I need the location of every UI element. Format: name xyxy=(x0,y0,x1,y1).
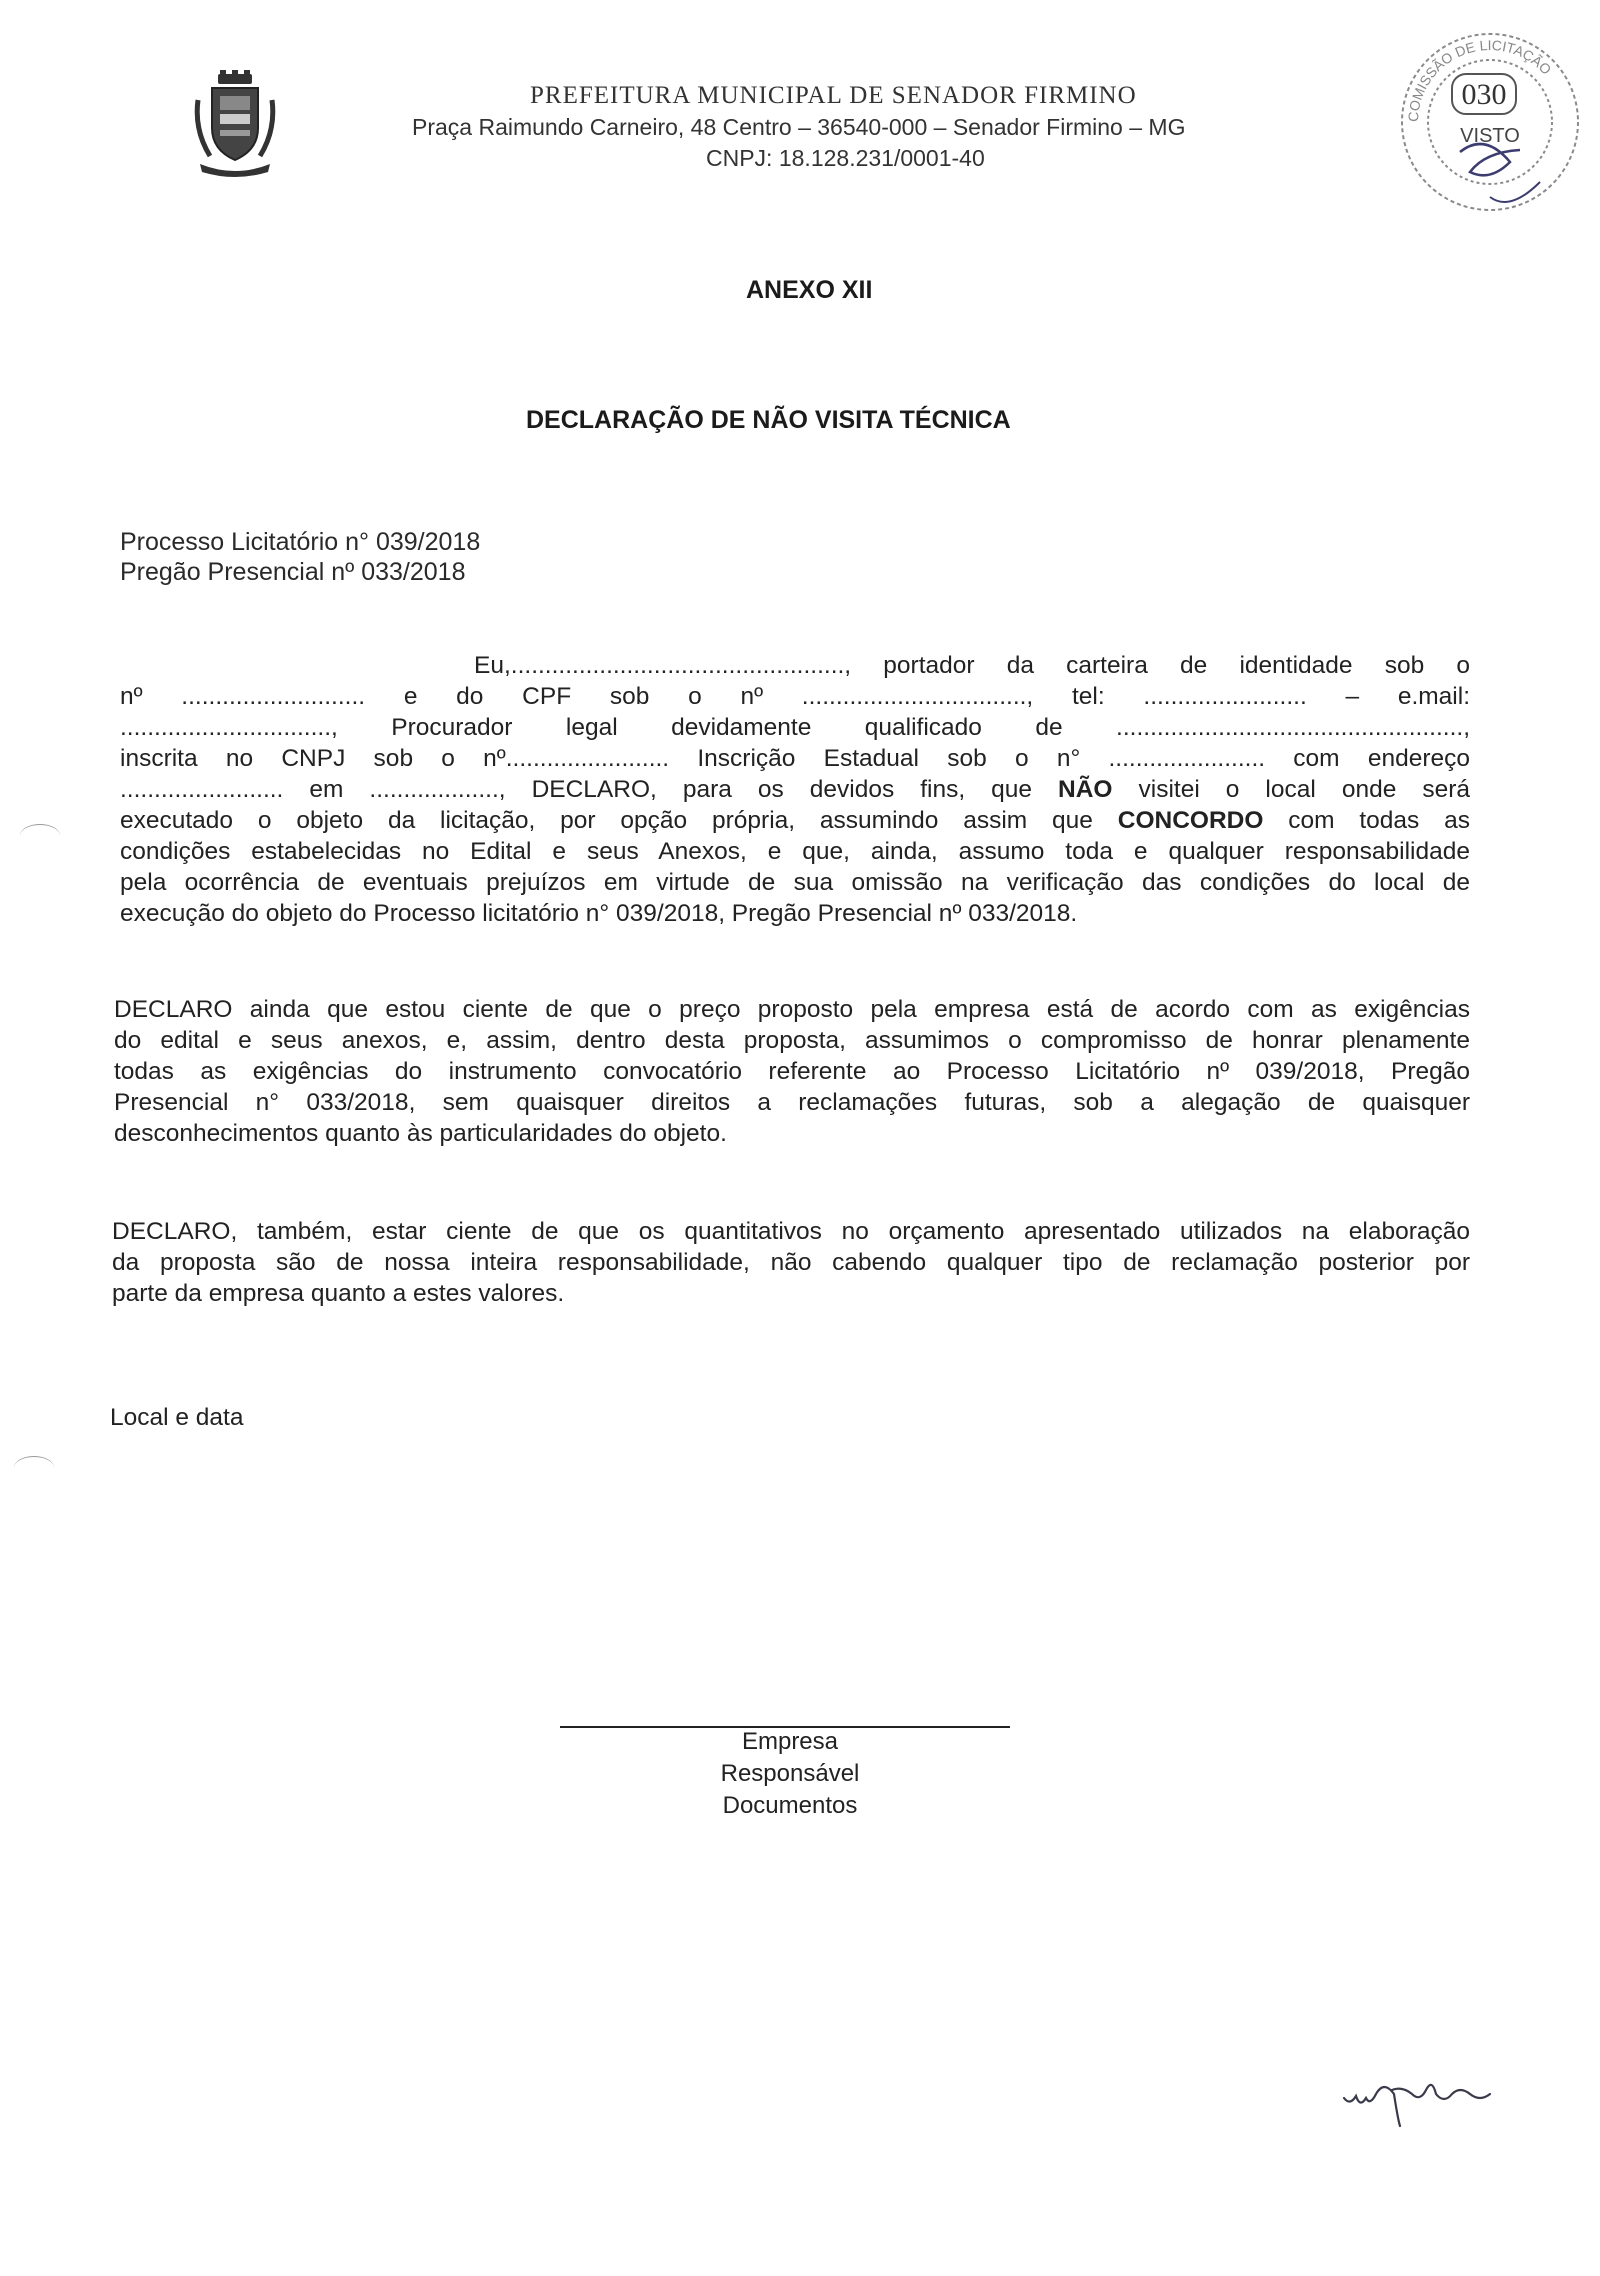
stamp-number: 030 xyxy=(1461,78,1507,111)
declaration-paragraph-1 xyxy=(120,650,1470,929)
local-and-date-label: Local e data xyxy=(110,1404,244,1431)
paragraph-1-line: pela ocorrência de eventuais prejuízos em virtude de sua omissão na verificação das condições do local de xyxy=(120,869,1470,896)
stamp-ring-text: COMISSÃO DE LICITAÇÃO xyxy=(1404,36,1555,123)
signature-documents: Documentos xyxy=(722,1792,858,1819)
paragraph-1-line: execução do objeto do Processo licitatório n° 039/2018, Pregão Presencial nº 033/2018. xyxy=(120,900,1078,927)
bold-nao: NÃO xyxy=(1058,776,1113,803)
paragraph-1-line: Eu,................................................., portador da carteira de identidade sob o xyxy=(474,652,1470,679)
margin-hole-mark xyxy=(14,1456,54,1479)
paragraph-1-line: condições estabelecidas no Edital e seus Anexos, e que, ainda, assumo toda e qualquer responsabilidade xyxy=(120,838,1470,865)
organization-cnpj: CNPJ: 18.128.231/0001-40 xyxy=(706,145,985,171)
paragraph-1-line: ..............................., Procurador legal devidamente qualificado de ..................................................., xyxy=(120,714,1470,741)
municipal-coat-of-arms-logo xyxy=(190,70,280,180)
paragraph-2-line: do edital e seus anexos, e, assim, dentro desta proposta, assumimos o compromisso de honrar plenamente xyxy=(114,1027,1470,1054)
paragraph-2-line: DECLARO ainda que estou ciente de que o preço proposto pela empresa está de acordo com as exigências xyxy=(114,996,1470,1023)
paragraph-2-line: Presencial n° 033/2018, sem quaisquer direitos a reclamações futuras, sob a alegação de quaisquer xyxy=(114,1089,1470,1116)
margin-hole-mark xyxy=(20,824,60,847)
bold-concordo: CONCORDO xyxy=(1117,807,1264,834)
signature-company: Empresa xyxy=(741,1728,839,1755)
signature-responsible: Responsável xyxy=(720,1760,860,1787)
organization-name: PREFEITURA MUNICIPAL DE SENADOR FIRMINO xyxy=(530,82,1137,109)
declaration-paragraph-2 xyxy=(114,994,1470,1149)
handwritten-rubric-signature xyxy=(1340,2060,1540,2130)
paragraph-2-line: desconhecimentos quanto às particularidades do objeto. xyxy=(114,1120,727,1147)
process-number: Processo Licitatório n° 039/2018 xyxy=(120,528,481,556)
annex-title: ANEXO XII xyxy=(746,276,873,304)
stamp-visto: VISTO xyxy=(1460,125,1520,147)
paragraph-3-line: DECLARO, também, estar ciente de que os quantitativos no orçamento apresentado utilizados na elaboração xyxy=(112,1218,1470,1245)
paragraph-1-line: nº ........................... e do CPF sob o nº ................................., tel: ........................ – e.mail: xyxy=(120,683,1470,710)
paragraph-3-line: da proposta são de nossa inteira responsabilidade, não cabendo qualquer tipo de reclamação posterior por xyxy=(112,1249,1470,1276)
declaration-paragraph-3 xyxy=(112,1216,1470,1309)
organization-address: Praça Raimundo Carneiro, 48 Centro – 36540-000 – Senador Firmino – MG xyxy=(412,114,1186,140)
paragraph-1-line-mixed: executado o objeto da licitação, por opção própria, assumindo assim que CONCORDO com todas as xyxy=(120,807,1470,834)
paragraph-2-line: todas as exigências do instrumento convocatório referente ao Processo Licitatório nº 039/2018, Pregão xyxy=(114,1058,1470,1085)
paragraph-1-line-mixed: ........................ em ..................., DECLARO, para os devidos fins, que NÃO visitei o local onde será xyxy=(120,776,1470,803)
declaration-title: DECLARAÇÃO DE NÃO VISITA TÉCNICA xyxy=(526,406,1011,434)
paragraph-3-line: parte da empresa quanto a estes valores. xyxy=(112,1280,565,1307)
pregao-number: Pregão Presencial nº 033/2018 xyxy=(120,558,466,586)
paragraph-1-line: inscrita no CNPJ sob o nº........................ Inscrição Estadual sob o n° ....................... com endereço xyxy=(120,745,1470,772)
commission-stamp xyxy=(1390,22,1590,222)
